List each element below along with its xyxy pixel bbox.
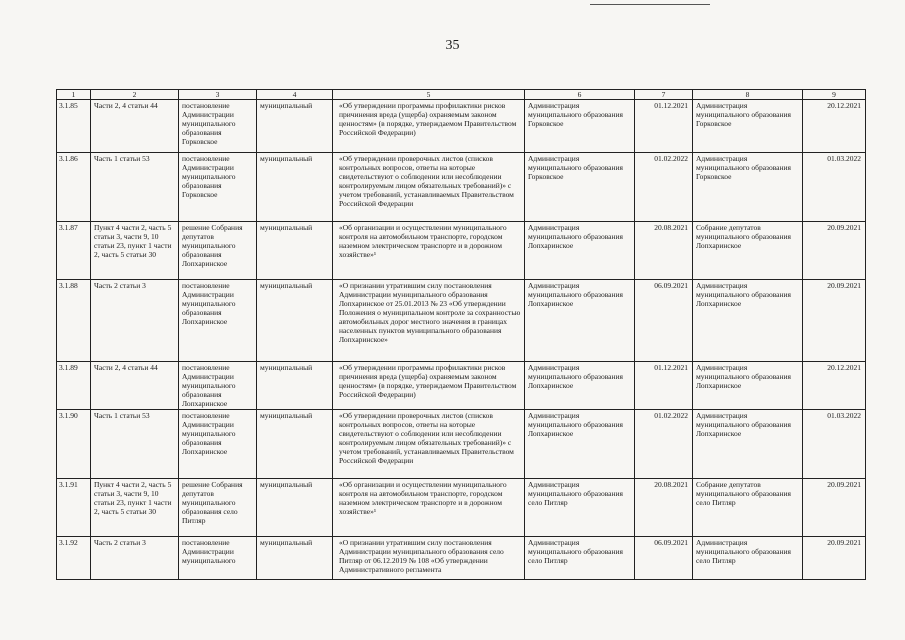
draft-date: 20.08.2021 — [635, 479, 693, 537]
adopting-body: Администрация муниципального образования Лопхаринское — [693, 280, 803, 362]
law-article: Часть 1 статьи 53 — [91, 410, 179, 479]
column-header: 2 — [91, 90, 179, 100]
responsible-org: Администрация муниципального образования Лопхаринское — [525, 410, 635, 479]
row-number: 3.1.88 — [57, 280, 91, 362]
adoption-date: 01.03.2022 — [803, 153, 866, 222]
law-article: Пункт 4 части 2, часть 5 статьи 3, части 9, 10 статьи 23, пункт 1 части 2, часть 5 статьи 30 — [91, 479, 179, 537]
adopting-body: Администрация муниципального образования Лопхаринское — [693, 362, 803, 410]
responsible-org: Администрация муниципального образования село Питляр — [525, 537, 635, 580]
act-title: «О признании утратившим силу постановления Администрации муниципального образования Лопхаринское от 25.01.2013 № 23 «Об утверждении Положения о муниципальном контроле за сохранностью автомобильных дорог местного значения в границах населенных пунктов муниципального образования Лопхаринское» — [333, 280, 525, 362]
act-type: постановление Администрации муниципального образования Лопхаринское — [179, 410, 257, 479]
act-title: «Об организации и осуществлении муниципального контроля на автомобильном транспорте, городском наземном электрическом транспорте и в дорожном хозяйстве»¹ — [333, 222, 525, 280]
page-number: 35 — [445, 38, 460, 53]
responsible-org: Администрация муниципального образования Лопхаринское — [525, 362, 635, 410]
draft-date: 01.12.2021 — [635, 362, 693, 410]
act-type: постановление Администрации муниципального образования Лопхаринское — [179, 362, 257, 410]
row-number: 3.1.90 — [57, 410, 91, 479]
draft-date: 06.09.2021 — [635, 280, 693, 362]
table-row — [57, 479, 866, 537]
adoption-date: 20.12.2021 — [803, 362, 866, 410]
column-header: 6 — [525, 90, 635, 100]
responsible-org: Администрация муниципального образования село Питляр — [525, 479, 635, 537]
act-title: «Об утверждении программы профилактики рисков причинения вреда (ущерба) охраняемым законом ценностям» (в порядке, утверждаемом Правительством Российской Федерации) — [333, 362, 525, 410]
draft-date: 01.02.2022 — [635, 410, 693, 479]
header-row — [57, 90, 866, 100]
adoption-date: 20.09.2021 — [803, 537, 866, 580]
draft-date: 20.08.2021 — [635, 222, 693, 280]
act-level: муниципальный — [257, 222, 333, 280]
responsible-org: Администрация муниципального образования Горковское — [525, 153, 635, 222]
adopting-body: Администрация муниципального образования Горковское — [693, 100, 803, 153]
act-title: «Об утверждении проверочных листов (списков контрольных вопросов, ответы на которые свидетельствуют о соблюдении или несоблюдении контролируемым лицом обязательных требований)» с учетом требований, устанавливаемых Правительством Российской Федерации — [333, 153, 525, 222]
adopting-body: Собрание депутатов муниципального образования село Питляр — [693, 479, 803, 537]
law-article: Часть 1 статьи 53 — [91, 153, 179, 222]
adopting-body: Собрание депутатов муниципального образования Лопхаринское — [693, 222, 803, 280]
law-article: Часть 2 статьи 3 — [91, 537, 179, 580]
act-level: муниципальный — [257, 153, 333, 222]
law-article: Пункт 4 части 2, часть 5 статьи 3, части 9, 10 статьи 23, пункт 1 части 2, часть 5 статьи 30 — [91, 222, 179, 280]
adoption-date: 20.12.2021 — [803, 100, 866, 153]
law-article: Части 2, 4 статьи 44 — [91, 100, 179, 153]
adopting-body: Администрация муниципального образования Лопхаринское — [693, 410, 803, 479]
row-number: 3.1.89 — [57, 362, 91, 410]
scan-edge-line — [590, 4, 710, 5]
adoption-date: 20.09.2021 — [803, 280, 866, 362]
act-level: муниципальный — [257, 410, 333, 479]
legal-acts-table — [56, 89, 866, 580]
responsible-org: Администрация муниципального образования Горковское — [525, 100, 635, 153]
law-article: Части 2, 4 статьи 44 — [91, 362, 179, 410]
draft-date: 01.02.2022 — [635, 153, 693, 222]
adoption-date: 20.09.2021 — [803, 479, 866, 537]
adopting-body: Администрация муниципального образования село Питляр — [693, 537, 803, 580]
table-row — [57, 153, 866, 222]
act-title: «Об организации и осуществлении муниципального контроля на автомобильном транспорте, городском наземном электрическом транспорте и в дорожном хозяйстве»¹ — [333, 479, 525, 537]
act-type: решение Собрания депутатов муниципального образования Лопхаринское — [179, 222, 257, 280]
row-number: 3.1.86 — [57, 153, 91, 222]
act-title: «О признании утратившим силу постановления Администрации муниципального образования село Питляр от 06.12.2019 № 108 «Об утверждении Административного регламента — [333, 537, 525, 580]
column-header: 9 — [803, 90, 866, 100]
draft-date: 06.09.2021 — [635, 537, 693, 580]
adoption-date: 20.09.2021 — [803, 222, 866, 280]
row-number: 3.1.91 — [57, 479, 91, 537]
responsible-org: Администрация муниципального образования Лопхаринское — [525, 280, 635, 362]
act-title: «Об утверждении программы профилактики рисков причинения вреда (ущерба) охраняемым законом ценностям» (в порядке, утверждаемом Правительством Российской Федерации) — [333, 100, 525, 153]
act-level: муниципальный — [257, 362, 333, 410]
act-type: постановление Администрации муниципального образования Лопхаринское — [179, 280, 257, 362]
table-row — [57, 362, 866, 410]
column-header: 5 — [333, 90, 525, 100]
responsible-org: Администрация муниципального образования Лопхаринское — [525, 222, 635, 280]
act-type: решение Собрания депутатов муниципального образования село Питляр — [179, 479, 257, 537]
row-number: 3.1.87 — [57, 222, 91, 280]
column-header: 7 — [635, 90, 693, 100]
act-type: постановление Администрации муниципального образования Горковское — [179, 153, 257, 222]
column-header: 8 — [693, 90, 803, 100]
table-row — [57, 222, 866, 280]
column-header: 3 — [179, 90, 257, 100]
law-article: Часть 2 статьи 3 — [91, 280, 179, 362]
table-row — [57, 280, 866, 362]
row-number: 3.1.85 — [57, 100, 91, 153]
table-row — [57, 537, 866, 580]
table-row — [57, 410, 866, 479]
adopting-body: Администрация муниципального образования Горковское — [693, 153, 803, 222]
act-type: постановление Администрации муниципального — [179, 537, 257, 580]
column-header: 1 — [57, 90, 91, 100]
document-table-container — [56, 89, 865, 580]
column-header: 4 — [257, 90, 333, 100]
act-title: «Об утверждении проверочных листов (списков контрольных вопросов, ответы на которые свидетельствуют о соблюдении или несоблюдении контролируемым лицом обязательных требований)» с учетом требований, устанавливаемых Правительством Российской Федерации — [333, 410, 525, 479]
draft-date: 01.12.2021 — [635, 100, 693, 153]
act-level: муниципальный — [257, 479, 333, 537]
act-level: муниципальный — [257, 537, 333, 580]
act-level: муниципальный — [257, 280, 333, 362]
row-number: 3.1.92 — [57, 537, 91, 580]
table-row — [57, 100, 866, 153]
act-type: постановление Администрации муниципального образования Горковское — [179, 100, 257, 153]
adoption-date: 01.03.2022 — [803, 410, 866, 479]
act-level: муниципальный — [257, 100, 333, 153]
